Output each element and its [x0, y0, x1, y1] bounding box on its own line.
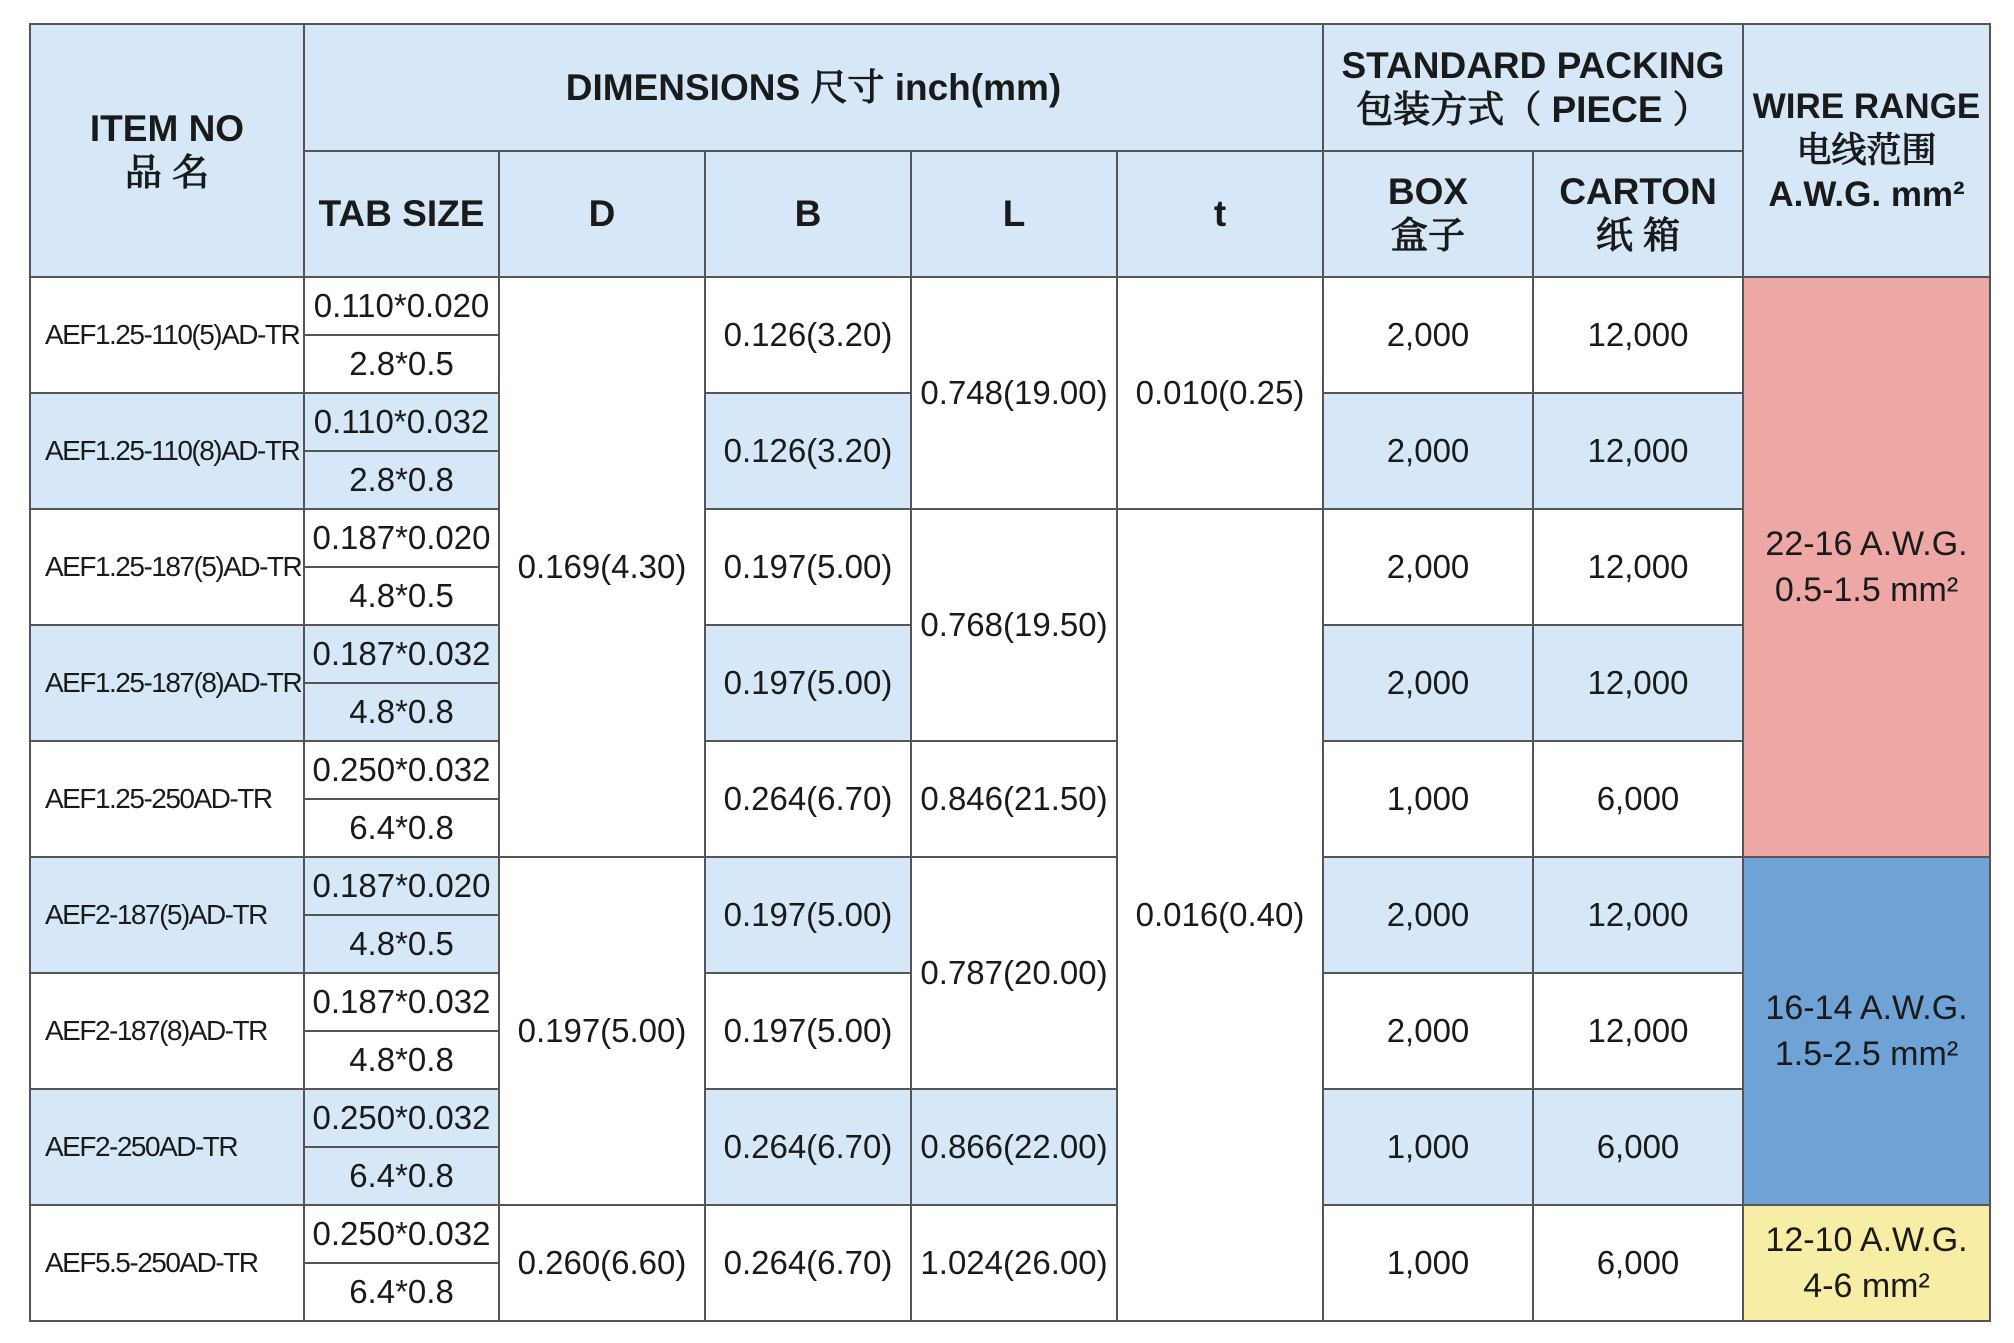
carton-header: CARTON 纸 箱: [1533, 151, 1743, 277]
dimensions-header: DIMENSIONS 尺寸 inch(mm): [304, 24, 1323, 151]
table-row: [30, 277, 1990, 335]
b-cell: 0.197(5.00): [705, 857, 911, 973]
tab-size-inch: 0.250*0.032: [304, 741, 499, 799]
l-header: L: [911, 151, 1117, 277]
tab-size-mm: 4.8*0.5: [304, 915, 499, 973]
b-cell: 0.197(5.00): [705, 509, 911, 625]
b-cell: 0.126(3.20): [705, 393, 911, 509]
item-cell: AEF1.25-250AD-TR: [30, 741, 304, 857]
item-cell: AEF2-187(5)AD-TR: [30, 857, 304, 973]
box-cell: 2,000: [1323, 857, 1533, 973]
item-cell: AEF1.25-110(8)AD-TR: [30, 393, 304, 509]
tab-size-inch: 0.110*0.032: [304, 393, 499, 451]
box-cell: 2,000: [1323, 277, 1533, 393]
item-cell: AEF5.5-250AD-TR: [30, 1205, 304, 1321]
tab-size-inch: 0.187*0.032: [304, 973, 499, 1031]
box-cell: 2,000: [1323, 509, 1533, 625]
tab-size-mm: 2.8*0.8: [304, 451, 499, 509]
carton-cell: 6,000: [1533, 741, 1743, 857]
carton-cell: 12,000: [1533, 393, 1743, 509]
spec-table: [29, 23, 1991, 1322]
d-cell: 0.169(4.30): [499, 277, 705, 857]
l-cell: 1.024(26.00): [911, 1205, 1117, 1321]
tab-size-inch: 0.250*0.032: [304, 1089, 499, 1147]
tab-size-mm: 6.4*0.8: [304, 1263, 499, 1321]
item-cell: AEF1.25-187(5)AD-TR: [30, 509, 304, 625]
b-header: B: [705, 151, 911, 277]
box-cell: 2,000: [1323, 393, 1533, 509]
b-cell: 0.126(3.20): [705, 277, 911, 393]
b-cell: 0.197(5.00): [705, 973, 911, 1089]
tab-size-inch: 0.250*0.032: [304, 1205, 499, 1263]
box-header: BOX 盒子: [1323, 151, 1533, 277]
table-row: [30, 741, 1990, 799]
tab-size-mm: 6.4*0.8: [304, 1147, 499, 1205]
b-cell: 0.264(6.70): [705, 1089, 911, 1205]
table-row: [30, 1089, 1990, 1147]
d-header: D: [499, 151, 705, 277]
carton-cell: 6,000: [1533, 1205, 1743, 1321]
tab-size-inch: 0.187*0.032: [304, 625, 499, 683]
standard-packing-header: STANDARD PACKING 包装方式（ PIECE ）: [1323, 24, 1743, 151]
carton-cell: 12,000: [1533, 277, 1743, 393]
d-cell: 0.260(6.60): [499, 1205, 705, 1321]
table-row: [30, 509, 1990, 567]
tab-size-mm: 2.8*0.5: [304, 335, 499, 393]
l-cell: 0.846(21.50): [911, 741, 1117, 857]
t-cell: 0.010(0.25): [1117, 277, 1323, 509]
l-cell: 0.866(22.00): [911, 1089, 1117, 1205]
tab-size-inch: 0.110*0.020: [304, 277, 499, 335]
table-row: [30, 857, 1990, 915]
box-cell: 1,000: [1323, 1205, 1533, 1321]
box-cell: 1,000: [1323, 741, 1533, 857]
carton-cell: 12,000: [1533, 625, 1743, 741]
item-no-header: ITEM NO 品 名: [30, 24, 304, 277]
l-cell: 0.787(20.00): [911, 857, 1117, 1089]
l-cell: 0.748(19.00): [911, 277, 1117, 509]
item-cell: AEF2-187(8)AD-TR: [30, 973, 304, 1089]
tab-size-mm: 4.8*0.8: [304, 683, 499, 741]
carton-cell: 6,000: [1533, 1089, 1743, 1205]
tab-size-inch: 0.187*0.020: [304, 857, 499, 915]
tab-size-mm: 4.8*0.5: [304, 567, 499, 625]
wire-range-header: WIRE RANGE 电线范围 A.W.G. mm²: [1743, 24, 1990, 277]
box-cell: 2,000: [1323, 973, 1533, 1089]
table-row: [30, 1205, 1990, 1263]
carton-cell: 12,000: [1533, 973, 1743, 1089]
b-cell: 0.264(6.70): [705, 741, 911, 857]
wire-range-cell: 16-14 A.W.G. 1.5-2.5 mm²: [1743, 857, 1990, 1205]
tab-size-mm: 6.4*0.8: [304, 799, 499, 857]
item-cell: AEF1.25-110(5)AD-TR: [30, 277, 304, 393]
box-cell: 2,000: [1323, 625, 1533, 741]
t-cell: 0.016(0.40): [1117, 509, 1323, 1321]
tab-size-mm: 4.8*0.8: [304, 1031, 499, 1089]
tab-size-header: TAB SIZE: [304, 151, 499, 277]
carton-cell: 12,000: [1533, 509, 1743, 625]
b-cell: 0.197(5.00): [705, 625, 911, 741]
b-cell: 0.264(6.70): [705, 1205, 911, 1321]
wire-range-cell: 22-16 A.W.G. 0.5-1.5 mm²: [1743, 277, 1990, 857]
item-cell: AEF2-250AD-TR: [30, 1089, 304, 1205]
t-header: t: [1117, 151, 1323, 277]
l-cell: 0.768(19.50): [911, 509, 1117, 741]
d-cell: 0.197(5.00): [499, 857, 705, 1205]
box-cell: 1,000: [1323, 1089, 1533, 1205]
item-cell: AEF1.25-187(8)AD-TR: [30, 625, 304, 741]
carton-cell: 12,000: [1533, 857, 1743, 973]
wire-range-cell: 12-10 A.W.G. 4-6 mm²: [1743, 1205, 1990, 1321]
tab-size-inch: 0.187*0.020: [304, 509, 499, 567]
